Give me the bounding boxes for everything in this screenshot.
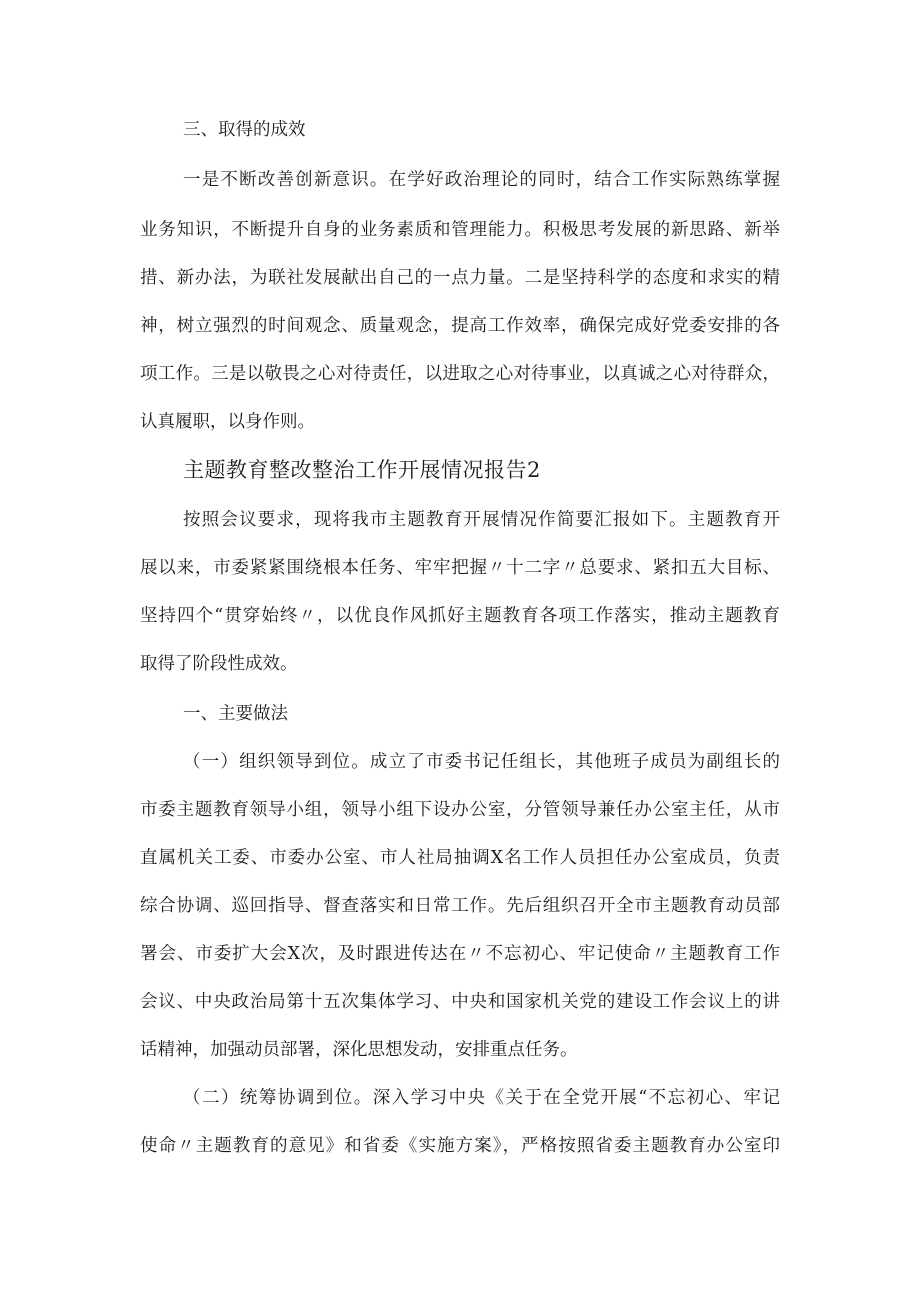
paragraph-line: 一是不断改善创新意识。在学好政治理论的同时，结合工作实际熟练掌握: [183, 170, 780, 190]
paragraph-line: 取得了阶段性成效。: [140, 654, 298, 674]
paragraph-line: 会议、中央政治局第十五次集体学习、中央和国家机关党的建设工作会议上的讲: [140, 992, 780, 1012]
paragraph-line: （一）组织领导到位。成立了市委书记任组长，其他班子成员为副组长的: [183, 752, 780, 772]
paragraph-line: 神，树立强烈的时间观念、质量观念，提高工作效率，确保完成好党委安排的各: [140, 316, 780, 336]
paragraph-line: 综合协调、巡回指导、督查落实和日常工作。先后组织召开全市主题教育动员部: [140, 896, 780, 916]
paragraph-line: 按照会议要求，现将我市主题教育开展情况作简要汇报如下。主题教育开: [183, 510, 780, 530]
paragraph-line: 话精神，加强动员部署，深化思想发动，安排重点任务。: [140, 1040, 578, 1060]
section-heading-results: 三、取得的成效: [183, 120, 306, 140]
paragraph-line: 署会、市委扩大会X次，及时跟进传达在〃不忘初心、牢记使命〃主题教育工作: [140, 944, 780, 964]
paragraph-line: 展以来，市委紧紧围绕根本任务、牢牢把握〃十二字〃总要求、紧扣五大目标、: [140, 558, 780, 578]
paragraph-line: 认真履职，以身作则。: [140, 412, 315, 432]
paragraph-line: （二）统筹协调到位。深入学习中央《关于在全党开展“不忘初心、牢记: [183, 1088, 780, 1108]
paragraph-line: 业务知识，不断提升自身的业务素质和管理能力。积极思考发展的新思路、新举: [140, 220, 780, 240]
paragraph-line: 直属机关工委、市委办公室、市人社局抽调X名工作人员担任办公室成员，负责: [140, 848, 780, 868]
paragraph-line: 市委主题教育领导小组，领导小组下设办公室，分管领导兼任办公室主任，从市: [140, 800, 780, 820]
paragraph-line: 坚持四个“贯穿始终〃，以优良作风抓好主题教育各项工作落实，推动主题教育: [140, 606, 780, 626]
paragraph-line: 使命〃主题教育的意见》和省委《实施方案》，严格按照省委主题教育办公室印: [140, 1136, 780, 1156]
report-title: 主题教育整改整治工作开展情况报告2: [183, 458, 541, 482]
section-heading-main-practices: 一、主要做法: [183, 704, 288, 724]
paragraph-line: 措、新办法，为联社发展献出自己的一点力量。二是坚持科学的态度和求实的精: [140, 268, 780, 288]
paragraph-line: 项工作。三是以敬畏之心对待责任，以进取之心对待事业，以真诚之心对待群众，: [140, 364, 780, 384]
